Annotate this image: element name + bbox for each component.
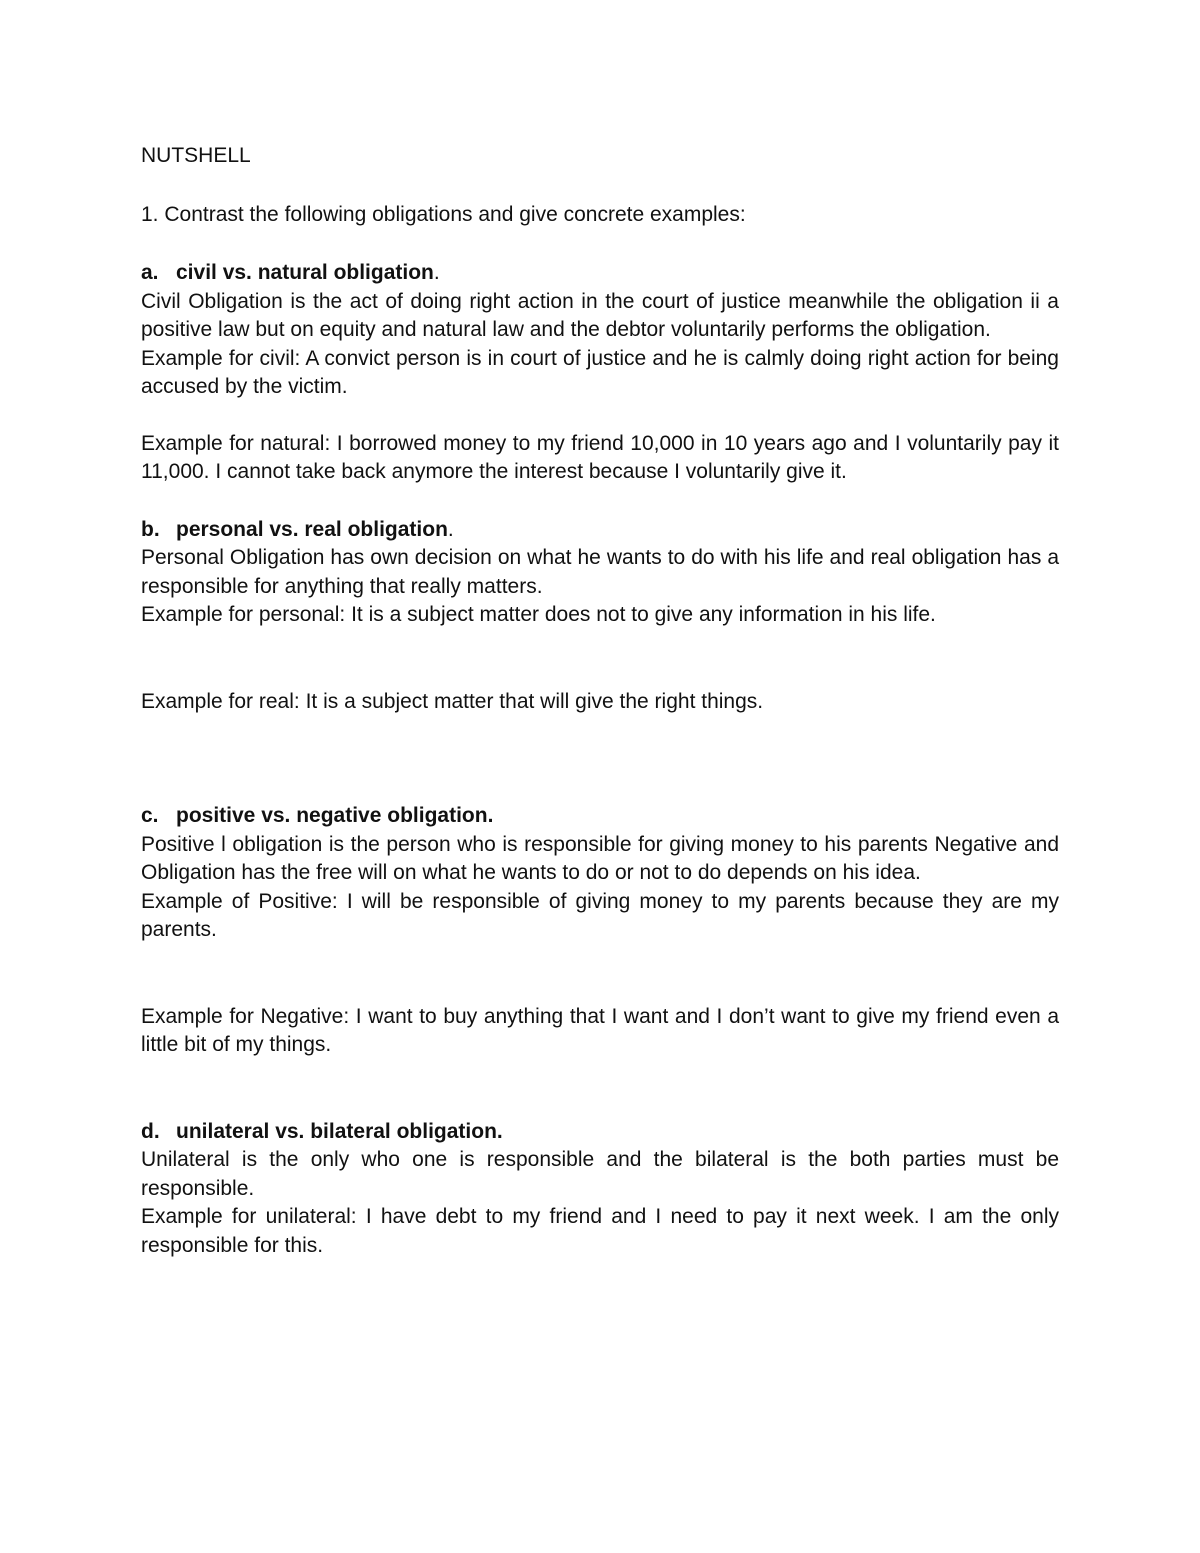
section-definition: Positive l obligation is the person who is responsible for giving money to his parents Negative and Obligation has the free will on what he wants to do or not to do depends on his idea.	[141, 832, 1059, 884]
section-letter: b.	[141, 517, 160, 541]
section-heading	[141, 1118, 1059, 1147]
section-heading	[141, 516, 1059, 545]
section-heading-text: unilateral vs. bilateral obligation.	[176, 1119, 503, 1143]
section-letter: a.	[141, 261, 159, 284]
section-example-1: Example for civil: A convict person is in court of justice and he is calmly doing right action for being accused by the victim.	[141, 346, 1059, 398]
section-example-2: Example for Negative: I want to buy anything that I want and I don’t want to give my friend even a little bit of my things.	[141, 1004, 1059, 1056]
section-definition: Unilateral is the only who one is responsible and the bilateral is the both parties must be responsible.	[141, 1148, 1059, 1200]
section-heading-suffix: .	[433, 261, 440, 284]
section-heading-suffix: .	[447, 517, 454, 541]
section-civil-natural	[141, 259, 1059, 487]
section-example-2: Example for real: It is a subject matter that will give the right things.	[141, 689, 764, 713]
section-definition: Civil Obligation is the act of doing right action in the court of justice meanwhile the obligation ii a positive law but on equity and natural law and the debtor voluntarily performs the obligation.	[141, 289, 1059, 341]
section-example-2: Example for natural: I borrowed money to my friend 10,000 in 10 years ago and I voluntarily pay it 11,000. I cannot take back anymore the interest because I voluntarily give it.	[141, 431, 1059, 483]
section-letter: c.	[141, 804, 159, 827]
section-example-1: Example for unilateral: I have debt to my friend and I need to pay it next week. I am the only responsible for this.	[141, 1205, 1059, 1257]
document-page	[141, 142, 1059, 1260]
section-heading	[141, 259, 1059, 288]
section-heading-text: personal vs. real obligation	[176, 517, 448, 541]
section-heading-text: civil vs. natural obligation	[176, 261, 434, 284]
section-example-1: Example for personal: It is a subject matter does not to give any information in his life.	[141, 603, 936, 626]
section-heading-text: positive vs. negative obligation.	[176, 804, 494, 827]
question-prompt: 1. Contrast the following obligations and give concrete examples:	[141, 202, 746, 226]
section-personal-real	[141, 516, 1059, 717]
section-unilateral-bilateral	[141, 1118, 1059, 1261]
section-definition: Personal Obligation has own decision on what he wants to do with his life and real obligation has a responsible for anything that really matters.	[141, 546, 1059, 598]
document-title: NUTSHELL	[141, 144, 251, 167]
section-heading	[141, 802, 1059, 831]
section-example-1: Example of Positive: I will be responsible of giving money to my parents because they are my parents.	[141, 889, 1059, 941]
section-letter: d.	[141, 1119, 160, 1143]
section-positive-negative	[141, 802, 1059, 1060]
